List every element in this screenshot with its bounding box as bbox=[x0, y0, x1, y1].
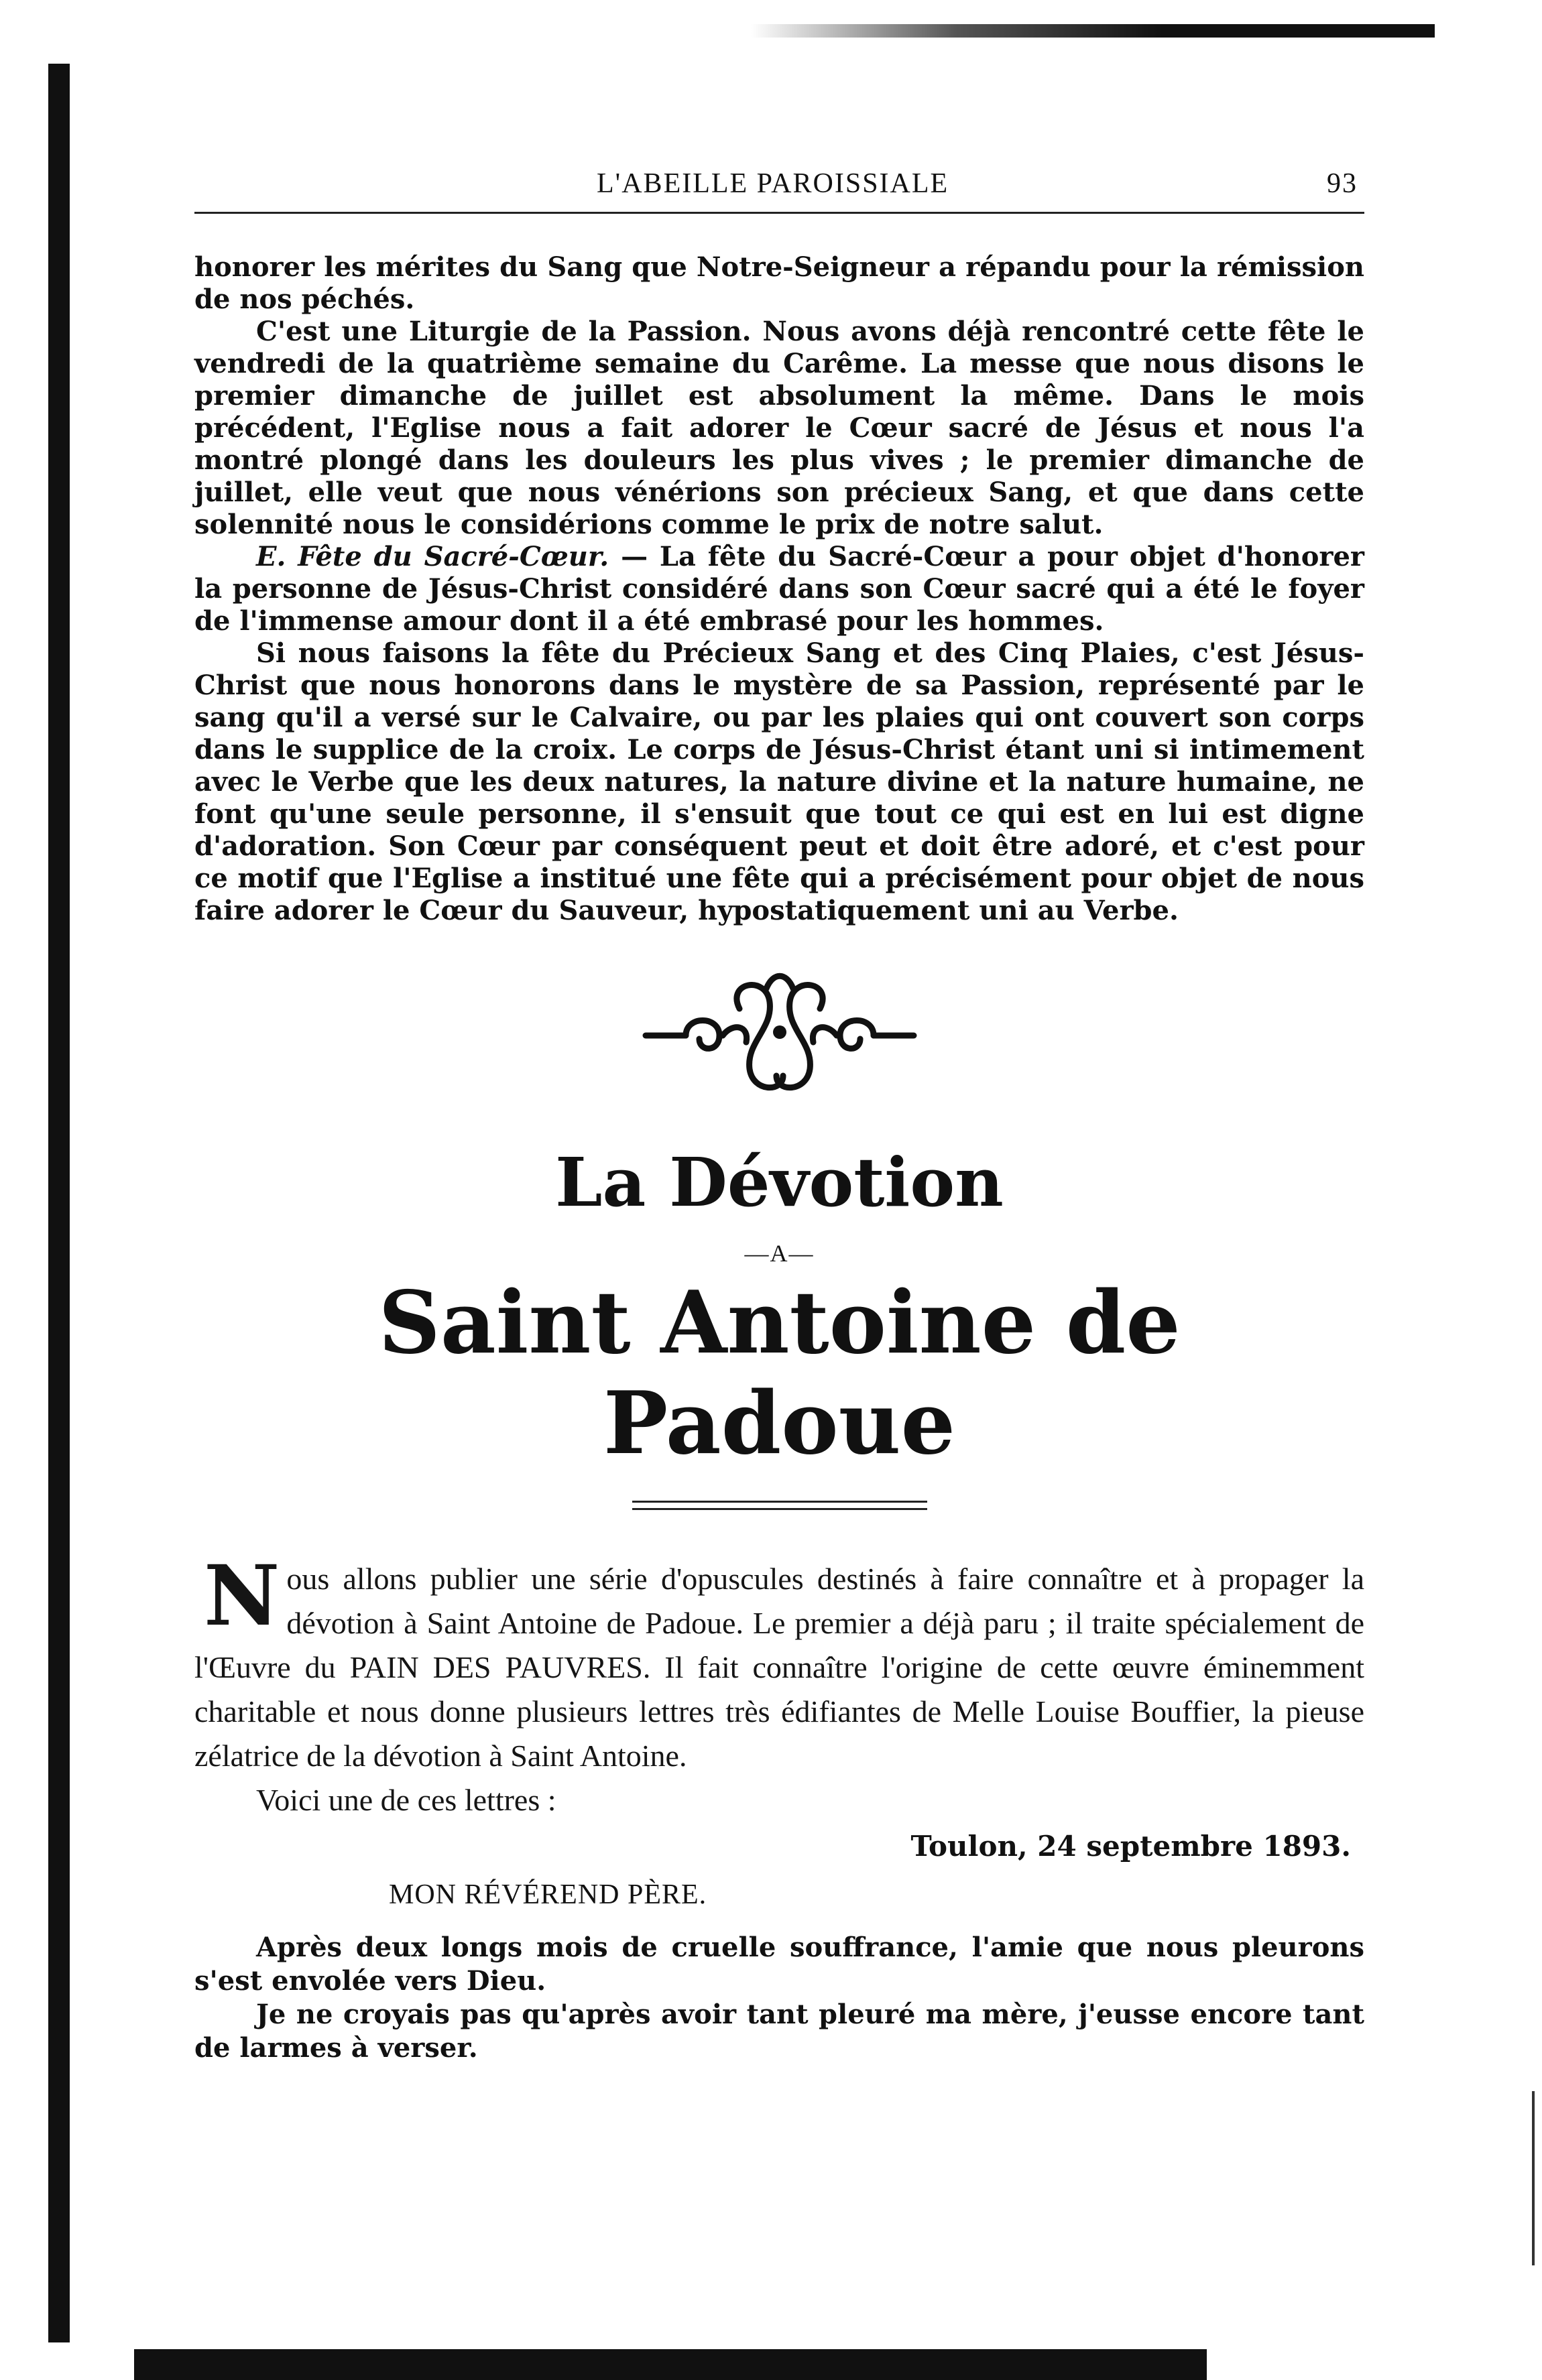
running-head-title: L'ABEILLE PAROISSIALE bbox=[597, 168, 949, 199]
scan-border-bottom bbox=[134, 2349, 1207, 2380]
scan-border-left bbox=[48, 64, 70, 2342]
paragraph-3 bbox=[194, 541, 1364, 637]
scan-border-top bbox=[751, 24, 1435, 38]
page bbox=[194, 154, 1364, 2065]
title-saint-antoine: Saint Antoine de Padoue bbox=[378, 1273, 1181, 1474]
article-paragraph-1 bbox=[194, 1548, 1364, 1778]
section-rest: — La fête du Sacré-Cœur a pour objet d'honorer la personne de Jésus-Christ considéré dans son Cœur sacré qui a été le foyer de l'immense amour dont il a été embrasé pour les hommes. bbox=[194, 541, 1364, 637]
flourish-ornament-icon bbox=[639, 968, 921, 1103]
letter-paragraph-2: Je ne croyais pas qu'après avoir tant pleuré ma mère, j'eusse encore tant de larmes à verser. bbox=[194, 1999, 1364, 2064]
article-paragraph-1-text: ous allons publier une série d'opuscules destinés à faire connaître et à propager la dévotion à Saint Antoine de Padoue. Le premier a déjà paru ; il traite spécialement de l'Œuvre du PAIN DES PAUVRES. Il fait connaître l'origine de cette œuvre éminemment charitable et nous donne plusieurs lettres très édifiantes de Melle Louise Bouffier, la pieuse zélatrice de la dévotion à Saint Antoine. bbox=[194, 1562, 1364, 1773]
scan-border-right bbox=[1532, 2091, 1535, 2265]
article-paragraph-2: Voici une de ces lettres : bbox=[256, 1783, 556, 1817]
page-number: 93 bbox=[1327, 168, 1358, 199]
rule-2 bbox=[632, 1508, 927, 1510]
paragraph-4: Si nous faisons la fête du Précieux Sang et des Cinq Plaies, c'est Jésus-Christ que nous honorons dans le mystère de sa Passion, représenté par le sang qu'il a versé sur le Calvaire, ou par les plaies qui ont couvert son corps dans le supplice de la croix. Le corps de Jésus-Christ étant uni si intimement avec le Verbe que les deux natures, la nature divine et la nature humaine, ne font qu'une seule personne, il s'ensuit que tout ce qui est en lui est digne d'adoration. Son Cœur par conséquent peut et doit être adoré, et c'est pour ce motif que l'Eglise a institué une fête qui a précisément pour objet de nous faire adorer le Cœur du Sauveur, hypostatiquement uni au Verbe. bbox=[194, 637, 1364, 926]
letter-body bbox=[194, 1931, 1364, 2065]
body-top bbox=[194, 251, 1364, 927]
letter-salutation: MON RÉVÉREND PÈRE. bbox=[389, 1879, 707, 1910]
rule-1 bbox=[632, 1501, 927, 1503]
header-rule bbox=[194, 212, 1364, 214]
letter-date: Toulon, 24 septembre 1893. bbox=[910, 1830, 1351, 1863]
paragraph-2: C'est une Liturgie de la Passion. Nous avons déjà rencontré cette fête le vendredi de la quatrième semaine du Carême. La messe que nous disons le premier dimanche de juillet est absolument la même. Dans le mois précédent, l'Eglise nous a fait adorer le Cœur sacré de Jésus et nous l'a montré plongé dans les douleurs les plus vives ; le premier dimanche de juillet, elle veut que nous vénérions son précieux Sang, et que dans cette solennité nous le considérions comme le prix de notre salut. bbox=[194, 316, 1364, 540]
running-head bbox=[194, 154, 1364, 208]
article-body bbox=[194, 1548, 1364, 1822]
letter-paragraph-1: Après deux longs mois de cruelle souffrance, l'amie que nous pleurons s'est envolée vers Dieu. bbox=[194, 1932, 1364, 1997]
drop-cap: N bbox=[204, 1548, 280, 1645]
title-connector: —A— bbox=[744, 1240, 815, 1267]
title-rules bbox=[632, 1501, 927, 1510]
paragraph-1: honorer les mérites du Sang que Notre-Seigneur a répandu pour la rémission de nos péchés. bbox=[194, 251, 1364, 315]
section-lead: E. Fête du Sacré-Cœur. bbox=[256, 541, 609, 572]
title-devotion: La Dévotion bbox=[555, 1143, 1004, 1222]
